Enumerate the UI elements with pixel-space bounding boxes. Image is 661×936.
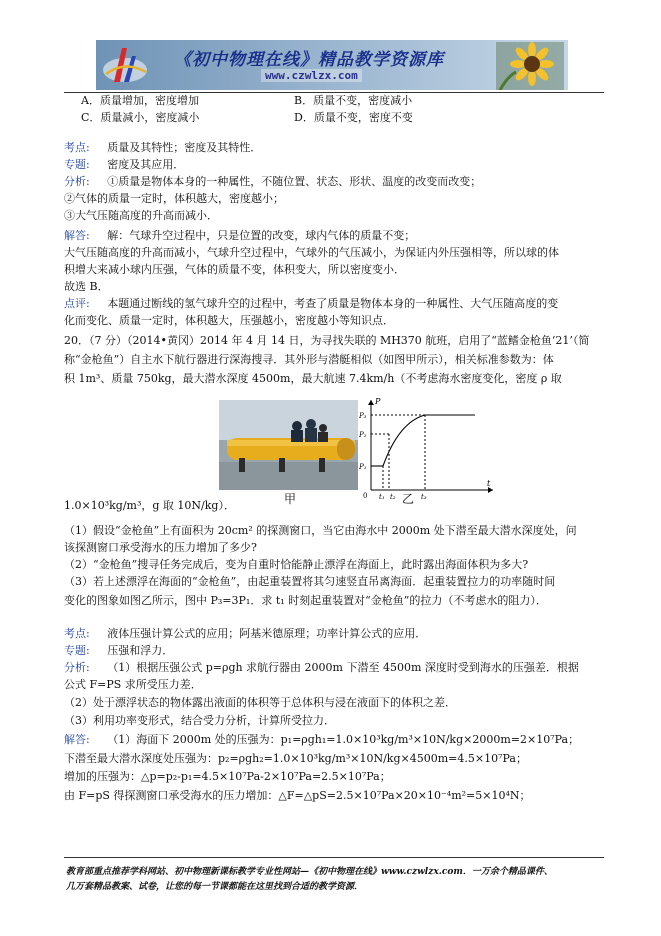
option-c: C．质量减小，密度减小 bbox=[81, 111, 200, 124]
q19-kaodian bbox=[64, 141, 261, 155]
q20-fenxi-label: 分析: bbox=[64, 661, 90, 674]
q19-dianping-2: 化而变化、质量一定时，体积越大，压强越小，密度越小等知识点． bbox=[64, 314, 394, 327]
q19-jieda bbox=[64, 229, 415, 243]
q20-fenxi bbox=[64, 661, 579, 675]
q20-sub1-b: 该探测窗口承受海水的压力增加了多少? bbox=[64, 541, 257, 554]
sunflower-icon bbox=[496, 42, 564, 90]
q19-fenxi-1: ①质量是物体本身的一种属性，不随位置、状态、形状、温度的改变而改变； bbox=[107, 175, 482, 188]
power-time-graph bbox=[359, 394, 499, 502]
q19-fenxi bbox=[64, 175, 481, 189]
q19-answer: 故选 B． bbox=[64, 280, 109, 293]
q19-kaodian-text: 质量及其特性；密度及其特性． bbox=[107, 141, 262, 154]
option-a: A．质量增加，密度增加 bbox=[81, 94, 199, 107]
graph-t3: t₃ bbox=[421, 493, 427, 501]
q19-jieda-3: 积增大来减小球内压强，气体的质量不变，体积变大，所以密度变小． bbox=[64, 263, 405, 276]
q20-zhuanti-label: 专题: bbox=[64, 644, 90, 657]
q20-kaodian-label: 考点: bbox=[64, 627, 90, 640]
q19-fenxi-2: ②气体的质量一定时，体积越大，密度越小； bbox=[64, 192, 284, 205]
q19-fenxi-label: 分析: bbox=[64, 175, 90, 188]
q20-jieda-3: 增加的压强为：△p=p₂-p₁=4.5×10⁷Pa-2×10⁷Pa=2.5×10⁷Pa； bbox=[64, 770, 391, 783]
q20-jieda-2: 下潜至最大潜水深度处压强为：p₂=ρgh₂=1.0×10³kg/m³×10N/kg×4500m=4.5×10⁷Pa； bbox=[64, 752, 527, 765]
q19-zhuanti bbox=[64, 158, 184, 172]
q20-stem-2: 称“金枪鱼”）自主水下航行器进行深海搜寻．其外形与潜艇相似（如图甲所示），相关标准参数为：体 bbox=[64, 353, 554, 366]
graph-y-label: P bbox=[375, 397, 381, 406]
graph-x-label: t bbox=[487, 479, 491, 488]
figure-yi-caption: 乙 bbox=[402, 492, 415, 506]
q20-fenxi-4: （3）利用功率变形式，结合受力分析，计算所受拉力． bbox=[64, 714, 335, 727]
q19-jieda-1: 解：气球升空过程中，只是位置的改变，球内气体的质量不变； bbox=[107, 229, 416, 242]
q20-sub3-b: 变化的图象如图乙所示，图中 P₃=3P₁．求 t₁ 时刻起重装置对“金枪鱼”的拉力（不考虑水的阻力）． bbox=[64, 594, 547, 607]
q20-zhuanti-text: 压强和浮力． bbox=[107, 644, 174, 657]
q20-sub1-a: （1）假设“金枪鱼”上有面积为 20cm² 的探测窗口，当它由海水中 2000m 处下潜至最大潜水深度处，问 bbox=[64, 524, 577, 537]
q20-jieda bbox=[64, 733, 579, 747]
graph-origin: 0 bbox=[363, 492, 368, 500]
q20-sub2: （2）“金枪鱼”搜寻任务完成后，变为自重时恰能静止漂浮在海面上，此时露出海面体积为多大? bbox=[64, 558, 529, 571]
q20-fenxi-1: （1）根据压强公式 p=ρgh 求航行器由 2000m 下潜至 4500m 深度时受到海水的压强差．根据 bbox=[107, 661, 579, 674]
q19-jieda-2: 大气压随高度的升高而减小，气球升空过程中，气球外的气压减小，为保证内外压强相等，所以球的体 bbox=[64, 246, 559, 259]
q19-jieda-label: 解答: bbox=[64, 229, 90, 242]
q20-jieda-1: （1）海面下 2000m 处的压强为：p₁=ρgh₁=1.0×10³kg/m³×10N/kg×2000m=2×10⁷Pa； bbox=[107, 733, 580, 746]
q19-zhuanti-text: 密度及其应用． bbox=[107, 158, 185, 171]
graph-p3: P₃ bbox=[359, 412, 367, 420]
q19-dianping-label: 点评: bbox=[64, 297, 90, 310]
banner-title: 《初中物理在线》精品教学资源库 bbox=[174, 50, 444, 70]
q20-stem-1: 20．（7 分）（2014•黄冈）2014 年 4 月 14 日，为寻找失联的 MH370 航班，启用了“蓝鳍金枪鱼‘21’（简 bbox=[64, 334, 590, 347]
graph-p1: P₁ bbox=[359, 463, 367, 471]
site-logo-icon bbox=[100, 42, 150, 88]
footer-rule bbox=[64, 857, 604, 858]
graph-t1: t₁ bbox=[379, 493, 385, 501]
banner-url: www.czwlzx.com bbox=[261, 69, 362, 82]
figure-jia-caption: 甲 bbox=[284, 492, 297, 506]
q19-fenxi-3: ③大气压随高度的升高而减小． bbox=[64, 209, 218, 222]
q20-kaodian bbox=[64, 627, 426, 641]
graph-t2: t₂ bbox=[390, 493, 396, 501]
footer-line-1: 教育部重点推荐学科网站、初中物理新课标教学专业性网站—《初中物理在线》www.czwlzx.com．一万余个精品课件、 bbox=[66, 867, 553, 877]
q20-zhuanti bbox=[64, 644, 173, 658]
auv-photo bbox=[219, 400, 358, 490]
q20-sub3-a: （3）若上述漂浮在海面的“金枪鱼”，由起重装置将其匀速竖直吊离海面．起重装置拉力的功率随时间 bbox=[64, 575, 556, 588]
footer-line-2: 几万套精品教案、试卷，让您的每一节课都能在这里找到合适的教学资源． bbox=[66, 882, 364, 892]
graph-p2: P₂ bbox=[359, 431, 367, 439]
q20-jieda-label: 解答: bbox=[64, 733, 90, 746]
q19-kaodian-label: 考点: bbox=[64, 141, 90, 154]
q19-zhuanti-label: 专题: bbox=[64, 158, 90, 171]
q20-stem-3: 积 1m³、质量 750kg，最大潜水深度 4500m，最大航速 7.4km/h（不考虑海水密度变化，密度 ρ 取 bbox=[64, 372, 562, 385]
q20-fenxi-2: 公式 F=PS 求所受压力差． bbox=[64, 678, 202, 691]
q20-fenxi-3: （2）处于漂浮状态的物体露出液面的体积等于总体积与浸在液面下的体积之差． bbox=[64, 696, 456, 709]
q20-stem-4: 1.0×10³kg/m³，g 取 10N/kg）． bbox=[64, 499, 235, 512]
option-d: D．质量不变，密度不变 bbox=[294, 111, 413, 124]
q19-dianping bbox=[64, 297, 558, 311]
header-banner bbox=[96, 40, 568, 90]
q20-jieda-4: 由 F=pS 得探测窗口承受海水的压力增加：△F=△pS=2.5×10⁷Pa×20×10⁻⁴m²=5×10⁴N； bbox=[64, 789, 531, 802]
q19-dianping-1: 本题通过断线的氢气球升空的过程中，考查了质量是物体本身的一种属性、大气压随高度的变 bbox=[107, 297, 559, 310]
option-b: B．质量不变，密度减小 bbox=[294, 94, 413, 107]
q20-kaodian-text: 液体压强计算公式的应用；阿基米德原理；功率计算公式的应用． bbox=[107, 627, 427, 640]
